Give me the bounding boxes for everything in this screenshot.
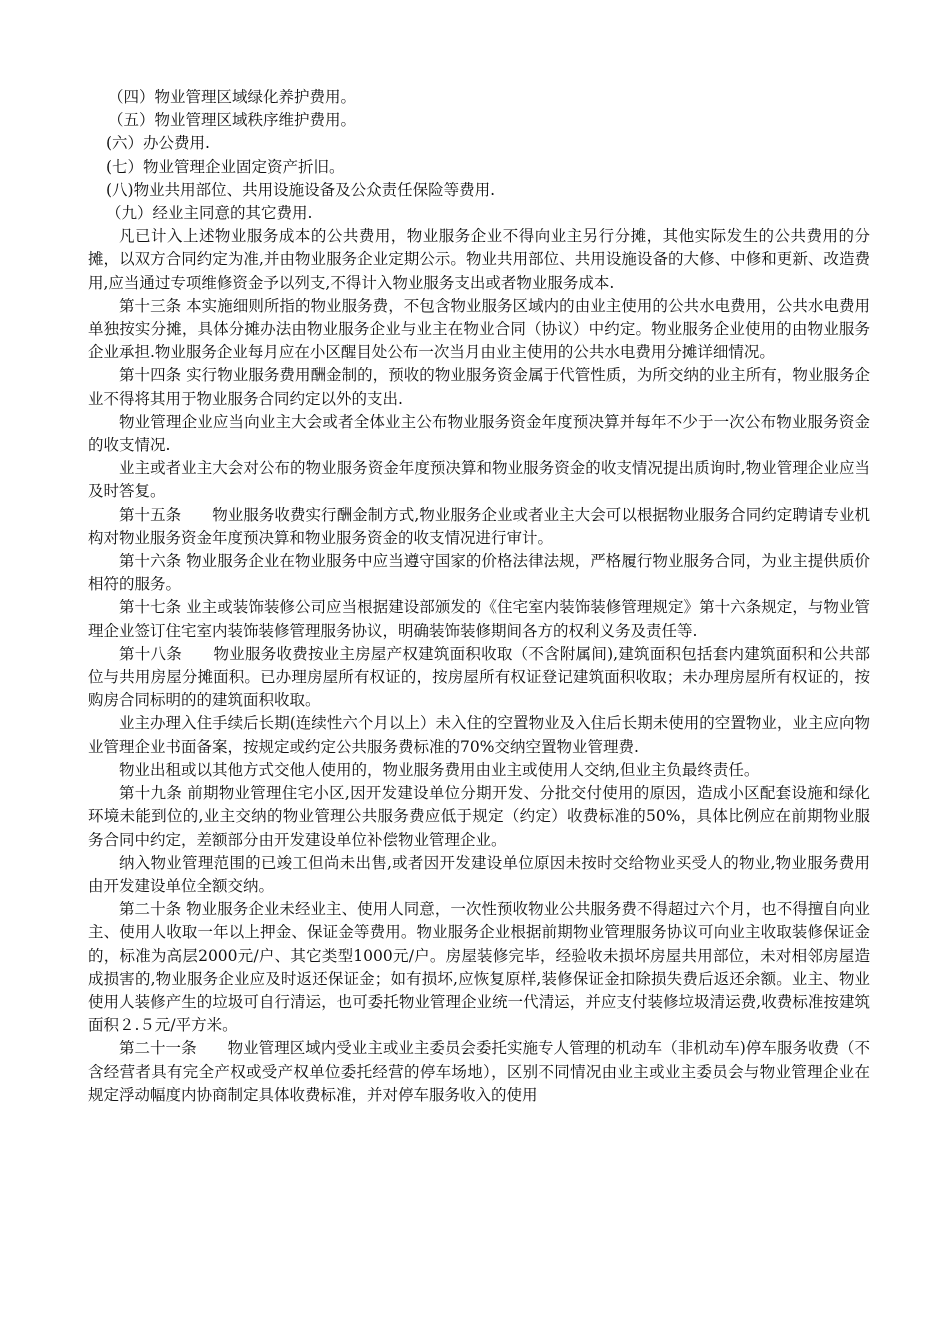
article-17: 第十七条 业主或装饰装修公司应当根据建设部颁发的《住宅室内装饰装修管理规定》第十六条规定，与物业管理企业签订住宅室内装饰装修管理服务协议，明确装饰装修期间各方的权利义务及责任等. bbox=[88, 598, 870, 640]
article-20: 第二十条 物业服务企业未经业主、使用人同意，一次性预收物业公共服务费不得超过六个月，也不得擅自向业主、使用人收取一年以上押金、保证金等费用。物业服务企业根据前期物业管理服务协议可向业主收取装修保证金的，标准为高层2000元/户、其它类型1000元/户。房屋装修完毕，经验收未损坏房屋共用部位，未对相邻房屋造成损害的,物业服务企业应及时返还保证金；如有损坏,应恢复原样,装修保证金扣除损失费后返还余额。业主、物业使用人装修产生的垃圾可自行清运，也可委托物业管理企业统一代清运，并应支付装修垃圾清运费,收费标准按建筑面积２.５元/平方米。 bbox=[88, 900, 870, 1035]
article-18: 第十八条 物业服务收费按业主房屋产权建筑面积收取（不含附属间),建筑面积包括套内建筑面积和公共部位与共用房屋分摊面积。已办理房屋所有权证的，按房屋所有权证登记建筑面积收取；未办理房屋所有权证的，按购房合同标明的的建筑面积收取。 bbox=[88, 644, 870, 710]
cost-item-9: （九）经业主同意的其它费用. bbox=[106, 204, 313, 223]
cost-item-4: （四）物业管理区域绿化养护费用。 bbox=[108, 88, 357, 106]
paragraph-public-cost-sharing: 凡已计入上述物业服务成本的公共费用，物业服务企业不得向业主另行分摊，其他实际发生的公共费用的分摊，以双方合同约定为准,并由物业服务企业定期公示。物业共用部位、共用设施设备的大修、中修和更新、改造费用,应当通过专项维修资金予以列支,不得计入物业服务支出或者物业服务成本. bbox=[88, 227, 870, 292]
cost-item-5: （五）物业管理区域秩序维护费用。 bbox=[108, 111, 357, 130]
article-16: 第十六条 物业服务企业在物业服务中应当遵守国家的价格法律法规，严格履行物业服务合同，为业主提供质价相符的服务。 bbox=[88, 552, 870, 594]
paragraph-budget-disclosure: 物业管理企业应当向业主大会或者全体业主公布物业服务资金年度预决算并每年不少于一次公布物业服务资金的收支情况. bbox=[88, 412, 870, 455]
article-15: 第十五条 物业服务收费实行酬金制方式,物业服务企业或者业主大会可以根据物业服务合同约定聘请专业机构对物业服务资金年度预决算和物业服务资金的收支情况进行审计。 bbox=[88, 505, 870, 547]
cost-item-8: (八)物业共用部位、共用设施设备及公众责任保险等费用. bbox=[106, 180, 496, 199]
paragraph-inquiry-reply: 业主或者业主大会对公布的物业服务资金年度预决算和物业服务资金的收支情况提出质询时,物业管理企业应当及时答复。 bbox=[88, 459, 870, 501]
cost-item-6: (六）办公费用. bbox=[106, 134, 210, 153]
article-19: 第十九条 前期物业管理住宅小区,因开发建设单位分期开发、分批交付使用的原因，造成小区配套设施和绿化环境未能到位的,业主交纳的物业管理公共服务费应低于规定（约定）收费标准的50%，具体比例应在前期物业服务合同中约定，差额部分由开发建设单位补偿物业管理企业。 bbox=[88, 784, 870, 849]
paragraph-rental-property: 物业出租或以其他方式交他人使用的，物业服务费用由业主或使用人交纳,但业主负最终责任。 bbox=[119, 760, 760, 779]
document-body bbox=[88, 86, 870, 1107]
cost-item-7: (七）物业管理企业固定资产折旧。 bbox=[106, 157, 345, 176]
paragraph-vacant-property: 业主办理入住手续后长期(连续性六个月以上）未入住的空置物业及入住后长期未使用的空置物业，业主应向物业管理企业书面备案，按规定或约定公共服务费标准的70%交纳空置物业管理费. bbox=[88, 714, 870, 756]
paragraph-unsold-property: 纳入物业管理范围的已竣工但尚未出售,或者因开发建设单位原因未按时交给物业买受人的物业,物业服务费用由开发建设单位全额交纳。 bbox=[88, 853, 870, 895]
article-13: 第十三条 本实施细则所指的物业服务费，不包含物业服务区域内的由业主使用的公共水电费用，公共水电费用单独按实分摊，具体分摊办法由物业服务企业与业主在物业合同（协议）中约定。物业服务企业使用的由物业服务企业承担.物业服务企业每月应在小区醒目处公布一次当月由业主使用的公共水电费用分摊详细情况。 bbox=[88, 296, 870, 362]
article-14: 第十四条 实行物业服务费用酬金制的，预收的物业服务资金属于代管性质，为所交纳的业主所有，物业服务企业不得将其用于物业服务合同约定以外的支出. bbox=[88, 366, 870, 408]
article-21: 第二十一条 物业管理区域内受业主或业主委员会委托实施专人管理的机动车（非机动车)停车服务收费（不含经营者具有完全产权或受产权单位委托经营的停车场地），区别不同情况由业主或业主委员会与物业管理企业在规定浮动幅度内协商制定具体收费标准，并对停车服务收入的使用 bbox=[88, 1039, 870, 1104]
